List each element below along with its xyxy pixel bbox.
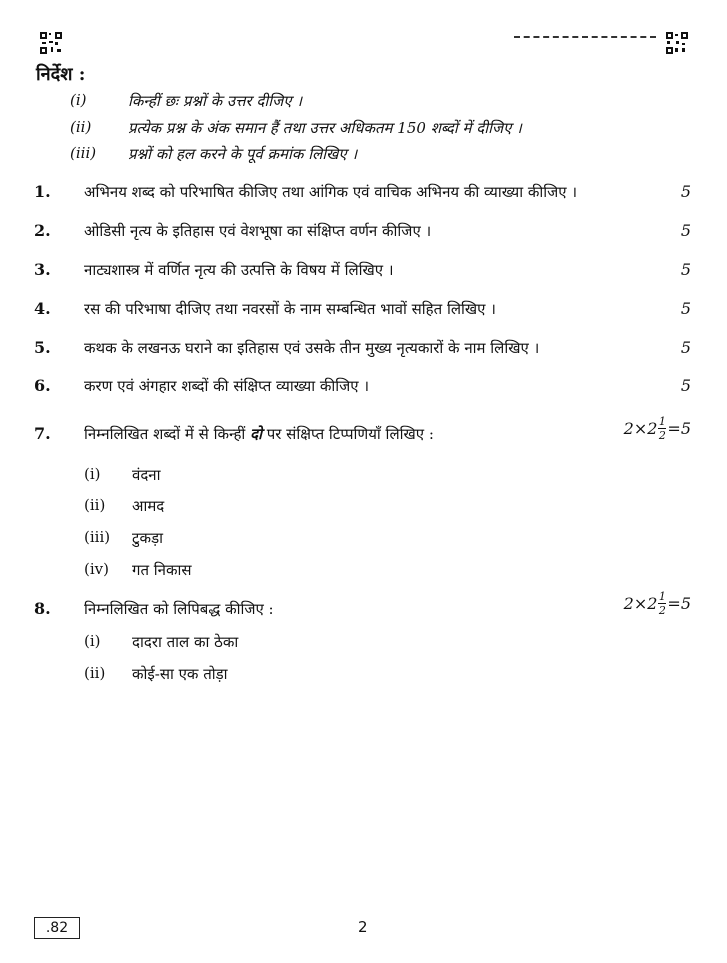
qr-code-icon-right xyxy=(666,32,688,54)
fraction-denominator: 2 xyxy=(658,429,666,442)
question-number: 3. xyxy=(34,260,51,279)
question-text: नाट्यशास्त्र में वर्णित नृत्य की उत्पत्ति के विषय में लिखिए । xyxy=(84,261,394,279)
question-text: रस की परिभाषा दीजिए तथा नवरसों के नाम सम्बन्धित भावों सहित लिखिए । xyxy=(84,300,496,318)
question-marks: 5 xyxy=(680,260,691,279)
question-number: 7. xyxy=(34,424,51,443)
question-text: निम्नलिखित को लिपिबद्ध कीजिए : xyxy=(84,600,274,618)
fraction-numerator: 1 xyxy=(658,590,666,603)
question-marks: 5 xyxy=(680,182,691,201)
question-number: 8. xyxy=(34,599,51,618)
sub-item-text: टुकड़ा xyxy=(132,529,163,547)
question-row xyxy=(0,260,727,284)
question-marks: 5 xyxy=(680,376,691,395)
question-text-part: निम्नलिखित शब्दों में से किन्हीं xyxy=(84,425,246,443)
sub-item-text: कोई-सा एक तोड़ा xyxy=(132,665,228,683)
instruction-text: प्रत्येक प्रश्न के अंक समान हैं तथा उत्तर अधिकतम 150 शब्दों में दीजिए । xyxy=(128,119,522,137)
question-number: 6. xyxy=(34,376,51,395)
page-number: 2 xyxy=(358,918,368,936)
marks-fraction xyxy=(658,591,666,616)
sub-item-number: (iv) xyxy=(84,560,109,578)
question-number: 2. xyxy=(34,221,51,240)
instruction-number: (ii) xyxy=(70,118,92,136)
question-row xyxy=(0,299,727,323)
question-row xyxy=(0,182,727,206)
question-row-8 xyxy=(0,599,727,623)
marks-fraction xyxy=(658,416,666,441)
question-marks-fraction xyxy=(624,591,691,616)
question-number: 4. xyxy=(34,299,51,318)
question-text: कथक के लखनऊ घराने का इतिहास एवं उसके तीन मुख्य नृत्यकारों के नाम लिखिए । xyxy=(84,339,540,357)
sub-item-number: (i) xyxy=(84,465,101,483)
paper-code-box: .82 xyxy=(34,917,80,939)
question-text: ओडिसी नृत्य के इतिहास एवं वेशभूषा का संक्षिप्त वर्णन कीजिए । xyxy=(84,222,432,240)
sub-item-number: (iii) xyxy=(84,528,111,546)
qr-code-icon-left xyxy=(40,32,62,54)
sub-item-number: (i) xyxy=(84,632,101,650)
question-text-emphasis: दो xyxy=(250,425,262,443)
fraction-numerator: 1 xyxy=(658,415,666,428)
question-marks-fraction xyxy=(624,416,691,441)
marks-suffix: =5 xyxy=(667,419,691,438)
instruction-text: किन्हीं छः प्रश्नों के उत्तर दीजिए । xyxy=(128,92,303,110)
instruction-number: (iii) xyxy=(70,144,97,162)
sub-item xyxy=(0,664,727,688)
question-number: 1. xyxy=(34,182,51,201)
question-text xyxy=(84,424,434,444)
marks-prefix: 2×2 xyxy=(623,419,658,438)
sub-item xyxy=(0,496,727,520)
question-row xyxy=(0,338,727,362)
sub-item xyxy=(0,465,727,489)
instruction-text: प्रश्नों को हल करने के पूर्व क्रमांक लिखिए । xyxy=(128,145,358,163)
question-text-part: पर संक्षिप्त टिप्पणियाँ लिखिए : xyxy=(266,425,434,443)
sub-item-text: वंदना xyxy=(132,466,161,484)
sub-item-number: (ii) xyxy=(84,496,106,514)
fraction-denominator: 2 xyxy=(658,604,666,617)
sub-item xyxy=(0,632,727,656)
sub-item-text: दादरा ताल का ठेका xyxy=(132,633,239,651)
question-row-7 xyxy=(0,424,727,448)
question-row xyxy=(0,376,727,400)
question-text: अभिनय शब्द को परिभाषित कीजिए तथा आंगिक एवं वाचिक अभिनय की व्याख्या कीजिए । xyxy=(84,183,578,201)
question-number: 5. xyxy=(34,338,51,357)
sub-item xyxy=(0,560,727,584)
roll-number-line xyxy=(514,36,656,38)
instructions-title: निर्देश : xyxy=(36,64,86,85)
question-text: करण एवं अंगहार शब्दों की संक्षिप्त व्याख्या कीजिए । xyxy=(84,377,370,395)
sub-item xyxy=(0,528,727,552)
question-marks: 5 xyxy=(680,221,691,240)
sub-item-text: गत निकास xyxy=(132,561,192,579)
question-marks: 5 xyxy=(680,338,691,357)
marks-prefix: 2×2 xyxy=(623,594,658,613)
marks-suffix: =5 xyxy=(667,594,691,613)
question-marks: 5 xyxy=(680,299,691,318)
question-row xyxy=(0,221,727,245)
sub-item-number: (ii) xyxy=(84,664,106,682)
instruction-number: (i) xyxy=(70,91,87,109)
sub-item-text: आमद xyxy=(132,497,165,515)
